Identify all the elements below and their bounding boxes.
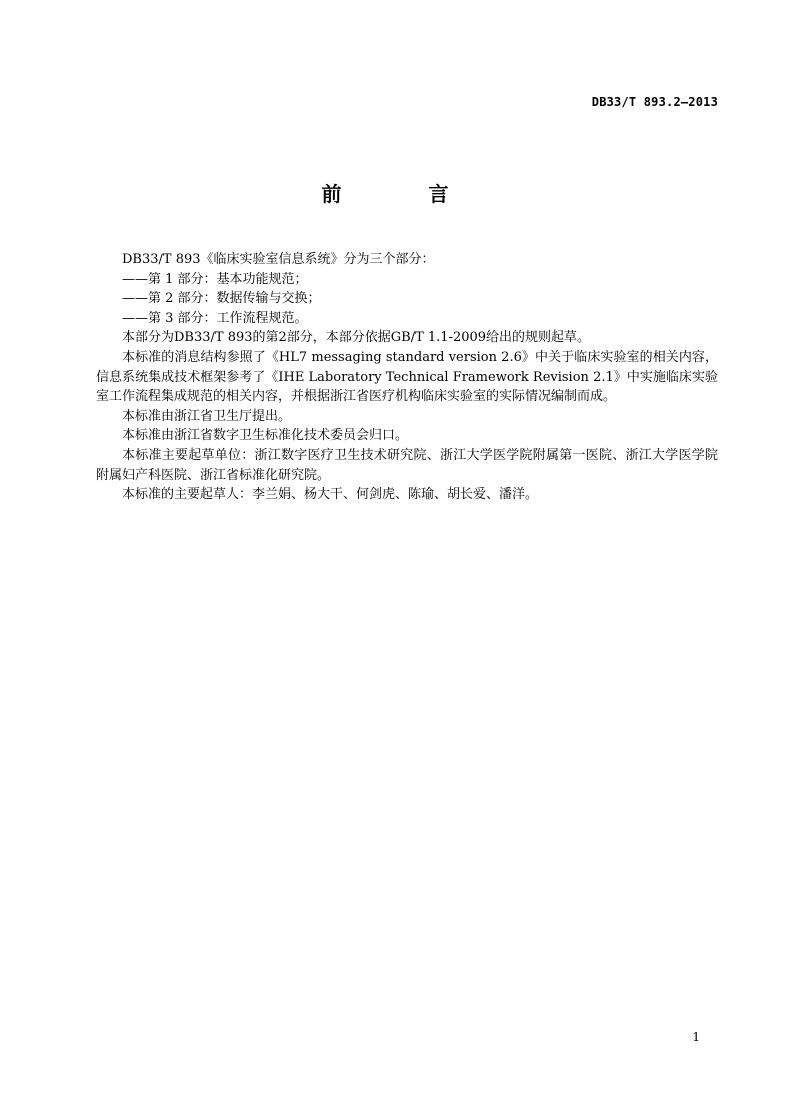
page-title: 前 言 (321, 182, 489, 206)
paragraph-drafting-units: 本标准主要起草单位：浙江数字医疗卫生技术研究院、浙江大学医学院附属第一医院、浙江大学医学院附属妇产科医院、浙江省标准化研究院。 (96, 447, 718, 483)
page-number: 1 (692, 1030, 700, 1044)
paragraph-drafting-basis: 本部分为DB33/T 893的第2部分，本部分依据GB/T 1.1-2009给出的规则起草。 (122, 330, 591, 346)
paragraph-parts-intro: DB33/T 893《临床实验室信息系统》分为三个部分： (122, 252, 435, 267)
document-code: DB33/T 893.2—2013 (591, 95, 718, 109)
list-item-part-1: ——第 1 部分：基本功能规范； (122, 271, 308, 287)
list-item-part-2: ——第 2 部分：数据传输与交换； (122, 291, 321, 307)
paragraph-committee: 本标准由浙江省数字卫生标准化技术委员会归口。 (122, 428, 409, 444)
list-item-part-3: ——第 3 部分：工作流程规范。 (122, 310, 308, 326)
paragraph-drafters: 本标准的主要起草人：李兰娟、杨大干、何剑虎、陈瑜、胡长爱、潘洋。 (122, 487, 539, 503)
foreword-body (96, 250, 718, 505)
paragraph-references: 本标准的消息结构参照了《HL7 messaging standard version 2.6》中关于临床实验室的相关内容，信息系统集成技术框架参考了《IHE Laboratory Technical Framework Revision 2.1》中实施临床实验室工作流程集成规范的相关内容，并根据浙江省医疗机构临床实验室的实际情况编制而成。 (96, 349, 718, 405)
paragraph-proposer: 本标准由浙江省卫生厅提出。 (122, 408, 292, 424)
